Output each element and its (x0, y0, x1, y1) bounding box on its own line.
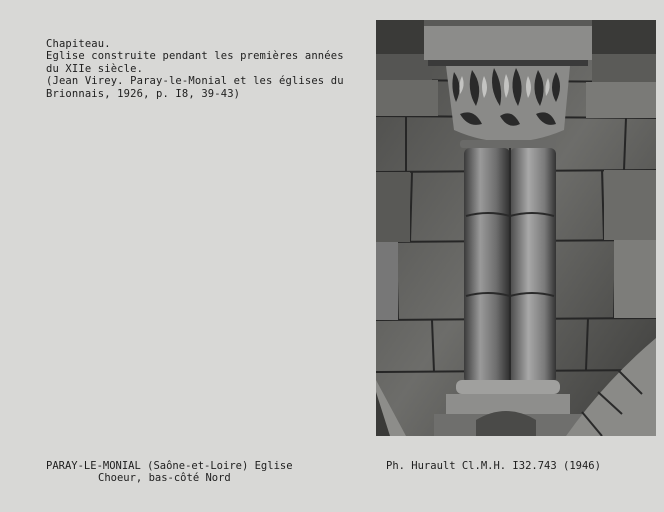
description-line: Eglise construite pendant les premières années (46, 50, 344, 63)
description-line: Brionnais, 1926, p. I8, 39-43) (46, 87, 241, 100)
location-caption (46, 460, 293, 485)
description-block (46, 38, 366, 100)
location-line-1: PARAY-LE-MONIAL (Saône-et-Loire) Eglise (46, 460, 293, 472)
description-line: Chapiteau. (46, 38, 111, 50)
description-line: du XIIe siècle. (46, 62, 144, 75)
location-line-2: Choeur, bas-côté Nord (98, 472, 231, 485)
description-line: (Jean Virey. Paray-le-Monial et les églises du (46, 75, 344, 88)
photo-credit: Ph. Hurault Cl.M.H. I32.743 (1946) (386, 460, 601, 472)
capital-photograph (376, 20, 656, 436)
